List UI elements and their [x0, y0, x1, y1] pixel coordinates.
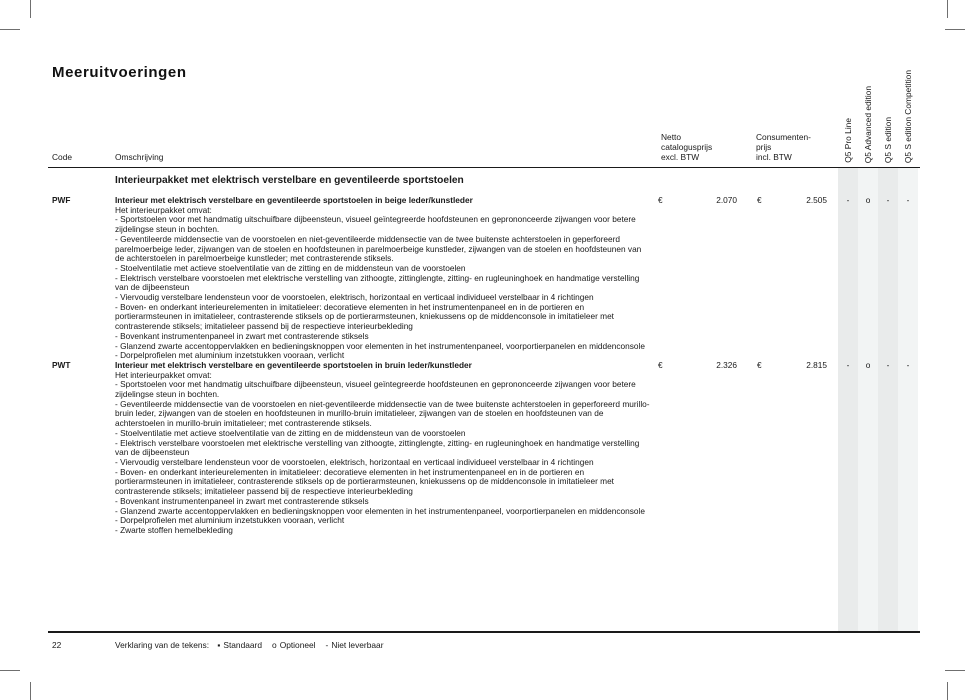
page-number: 22 — [52, 640, 62, 650]
option-detail-line: - Glanzend zwarte accentoppervlakken en bedieningsknoppen voor elementen in het instrumentenpaneel, voorportierpanelen en middenconsole — [115, 505, 645, 516]
option-code: PWF — [52, 195, 71, 205]
currency-symbol: € — [757, 359, 762, 370]
legend-text: Niet leverbaar — [331, 640, 384, 650]
net-price-value: 2.326 — [716, 359, 737, 370]
option-detail-line: - Stoelventilatie met actieve stoelventilatie van de zitting en de middensteun van de voorstoelen — [115, 427, 466, 438]
option-detail-line: - Dorpelprofielen met aluminium inzetstukken vooraan, verlicht — [115, 515, 345, 526]
column-header-net-price — [661, 132, 712, 162]
legend-item — [272, 640, 316, 650]
option-description — [115, 361, 650, 536]
availability-mark: - — [886, 359, 890, 370]
option-detail-line: - Stoelventilatie met actieve stoelventilatie van de zitting en de middensteun van de voorstoelen — [115, 262, 466, 273]
availability-mark: o — [865, 359, 871, 370]
option-detail-line: - Dorpelprofielen met aluminium inzetstukken vooraan, verlicht — [115, 350, 345, 361]
crop-mark — [30, 0, 31, 18]
option-detail-line: - Geventileerde middensectie van de voorstoelen en niet-geventileerde middensectie van de twee buitenste achterstoelen in geperforeerd murillo-bruin leder, zijwangen van de stoelen en hoofdsteunen in murillo-bruin imitatieleer, zijwangen van de stoelen en hoofdsteunen van de achterstoelen in murillo-bruin imitatieleer; met contrasterende stiksels. — [115, 398, 650, 429]
section-title: Interieurpakket met elektrisch verstelbare en geventileerde sportstoelen — [115, 175, 464, 186]
model-column-header: Q5 S edition — [883, 116, 893, 163]
availability-mark: - — [906, 359, 910, 370]
option-detail-line: - Viervoudig verstelbare lendensteun voor de voorstoelen, elektrisch, horizontaal en verticaal individueel verstelbaar in 4 richtingen — [115, 456, 594, 467]
availability-mark: - — [846, 195, 850, 205]
option-detail-line: Het interieurpakket omvat: — [115, 204, 212, 215]
legend-item — [217, 640, 262, 650]
net-price-header-line: Netto — [661, 132, 682, 142]
column-header-description: Omschrijving — [115, 152, 164, 162]
availability-mark: - — [906, 195, 910, 205]
option-detail-line: - Elektrisch verstelbare voorstoelen met elektrische verstelling van zithoogte, zittinglengte, zitting- en rugleuninghoek en handmatige verstelling van de dijbeensteun — [115, 437, 640, 458]
column-header-code: Code — [52, 152, 73, 162]
consumer-price-header-line: prijs — [756, 142, 772, 152]
legend-label: Verklaring van de tekens: — [115, 640, 210, 650]
option-title: Interieur met elektrisch verstelbare en geventileerde sportstoelen in beige leder/kunstleder — [115, 195, 473, 205]
option-detail-line: - Sportstoelen voor met handmatig uitschuifbare dijbeensteun, visueel geïntegreerde hoofdsteunen en geprononceerde zijwangen voor betere zijdelingse steun in bochten. — [115, 214, 636, 235]
currency-symbol: € — [658, 359, 663, 370]
table-row — [0, 361, 965, 536]
option-detail-line: - Sportstoelen voor met handmatig uitschuifbare dijbeensteun, visueel geïntegreerde hoofdsteunen en geprononceerde zijwangen voor betere zijdelingse steun in bochten. — [115, 379, 636, 400]
option-detail-line: Het interieurpakket omvat: — [115, 369, 212, 380]
symbol-legend — [115, 640, 393, 650]
option-detail-line: - Bovenkant instrumentenpaneel in zwart met contrasterende stiksels — [115, 495, 369, 506]
option-detail-line: - Bovenkant instrumentenpaneel in zwart met contrasterende stiksels — [115, 330, 369, 341]
crop-mark — [0, 670, 20, 671]
column-header-consumer-price — [756, 132, 811, 162]
legend-text: Optioneel — [279, 640, 316, 650]
currency-symbol: € — [757, 195, 762, 205]
footer-rule — [48, 631, 920, 633]
consumer-price-header-line: incl. BTW — [756, 152, 792, 162]
consumer-price-value: 2.505 — [806, 195, 827, 205]
option-detail-line: - Boven- en onderkant interieurelementen in imitatieleer: decoratieve elementen in het instrumentenpaneel en in de portieren en portierarmsteunen in imitatieleer, contrasterende stiksels op de portierarmsteunen, kniekussens op de middenconsole in imitatieleer met contrasterende stiksels; imitatieleer passend bij de respectieve interieurbekleding — [115, 301, 614, 332]
option-detail-line: - Elektrisch verstelbare voorstoelen met elektrische verstelling van zithoogte, zittinglengte, zitting- en rugleuninghoek en handmatige verstelling van de dijbeensteun — [115, 272, 640, 293]
option-detail-line: - Glanzend zwarte accentoppervlakken en bedieningsknoppen voor elementen in het instrumentenpaneel, voorportierpanelen en middenconsole — [115, 340, 645, 351]
consumer-price-header-line: Consumenten- — [756, 132, 811, 142]
legend-symbol: - — [325, 640, 329, 650]
availability-mark: - — [846, 359, 850, 370]
availability-mark: o — [865, 195, 871, 205]
option-title: Interieur met elektrisch verstelbare en geventileerde sportstoelen in bruin leder/kunstleder — [115, 359, 472, 370]
header-rule — [48, 167, 920, 168]
net-price-header-line: excl. BTW — [661, 152, 700, 162]
page-title: Meeruitvoeringen — [52, 64, 187, 81]
crop-mark — [947, 0, 948, 18]
legend-symbol: o — [272, 640, 277, 650]
crop-mark — [945, 670, 965, 671]
currency-symbol: € — [658, 195, 663, 205]
model-column-header: Q5 Advanced edition — [863, 85, 873, 163]
availability-mark: - — [886, 195, 890, 205]
crop-mark — [945, 29, 965, 30]
option-detail-line: - Geventileerde middensectie van de voorstoelen en niet-geventileerde middensectie van de twee buitenste achterstoelen in geperforeerd parelmoerbeige leder, zijwangen van de stoelen en hoofdsteunen in parelmoerbeige kunstleder, zijwangen van de stoelen en hoofdsteunen van de achterstoelen in parelmoerbeige kunstleder; met contrasterende stiksels. — [115, 233, 642, 264]
model-column-header: Q5 S edition Competition — [903, 69, 913, 163]
crop-mark — [0, 29, 20, 30]
model-column-header: Q5 Pro Line — [843, 118, 853, 163]
option-code: PWT — [52, 359, 71, 370]
consumer-price-value: 2.815 — [806, 359, 827, 370]
option-detail-line: - Viervoudig verstelbare lendensteun voor de voorstoelen, elektrisch, horizontaal en verticaal individueel verstelbaar in 4 richtingen — [115, 292, 594, 303]
net-price-header-line: catalogusprijs — [661, 142, 713, 152]
option-detail-line: - Boven- en onderkant interieurelementen in imitatieleer: decoratieve elementen in het instrumentenpaneel en in de portieren en portierarmsteunen in imitatieleer, contrasterende stiksels op de portierarmsteunen, kniekussens op de middenconsole in imitatieleer met contrasterende stiksels; imitatieleer passend bij de respectieve interieurbekleding — [115, 466, 614, 497]
legend-symbol: ▪ — [217, 640, 221, 650]
table-row — [0, 196, 965, 361]
crop-mark — [30, 682, 31, 700]
option-description — [115, 196, 650, 361]
legend-text: Standaard — [223, 640, 263, 650]
net-price-value: 2.070 — [716, 195, 737, 205]
option-rows — [0, 196, 965, 536]
option-detail-line: - Zwarte stoffen hemelbekleding — [115, 524, 233, 535]
legend-item — [326, 640, 384, 650]
crop-mark — [947, 682, 948, 700]
